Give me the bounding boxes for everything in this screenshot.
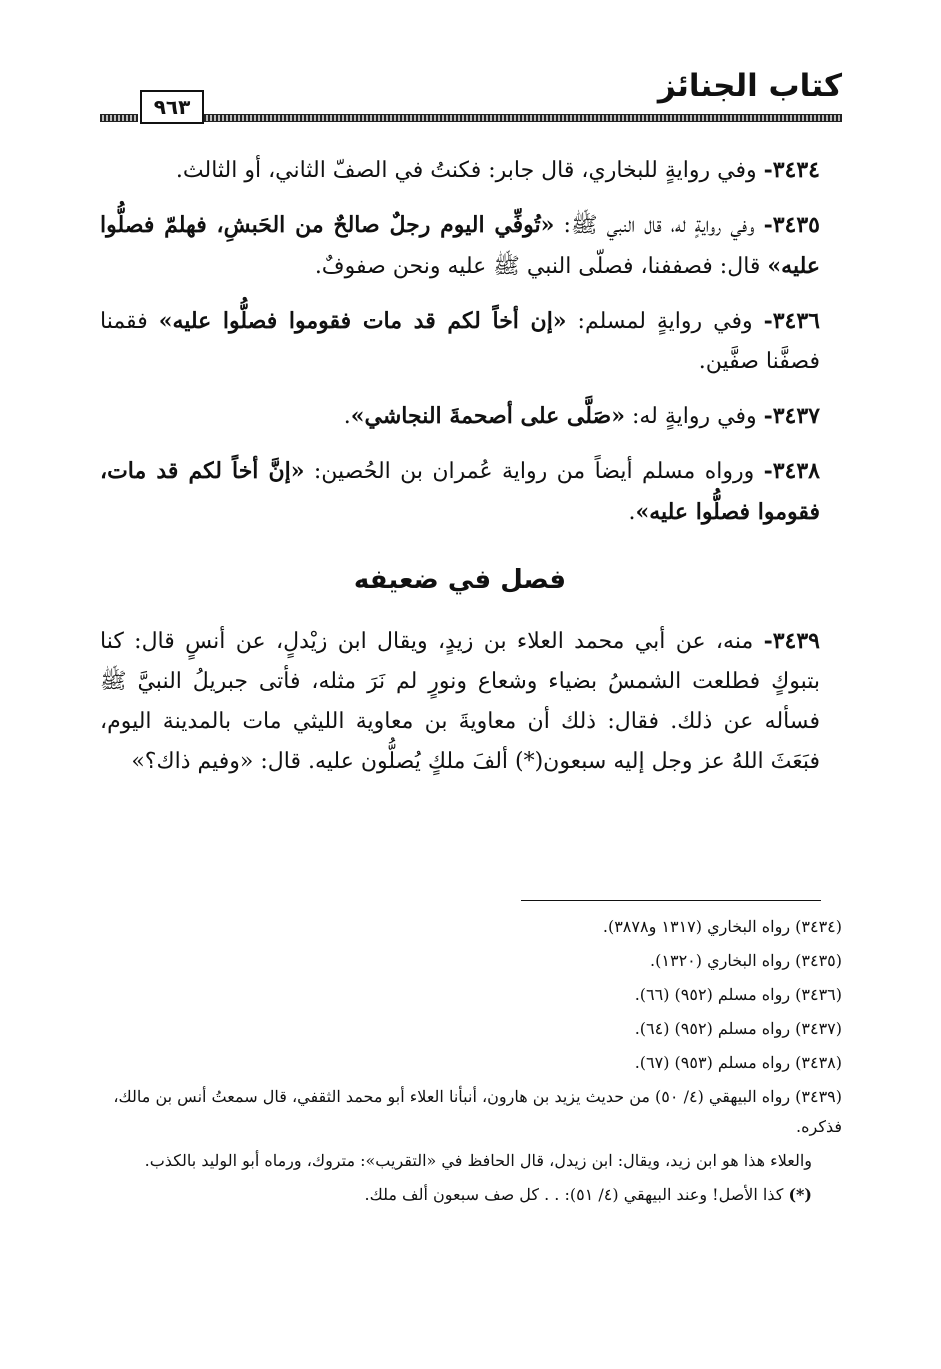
hadith-3436 (100, 301, 820, 382)
footnote-3437: (٣٤٣٧) رواه مسلم (٩٥٢) (٦٤). (634, 1019, 842, 1038)
hadith-number: ٣٤٣٩- (763, 628, 820, 654)
section-heading: فصل في ضعيفه (353, 565, 567, 595)
footnote-3436: (٣٤٣٦) رواه مسلم (٩٥٢) (٦٦). (634, 985, 842, 1004)
footnote-3434: (٣٤٣٤) رواه البخاري (١٣١٧ و٣٨٧٨). (602, 917, 842, 936)
hadith-quote: «إن أخاً لكم قد مات فقوموا فصلُّوا عليه» (158, 308, 567, 334)
footnote-3438: (٣٤٣٨) رواه مسلم (٩٥٣) (٦٧). (634, 1053, 842, 1072)
hadith-quote: «صَلَّى على أصحمةَ النجاشي» (350, 403, 625, 429)
hadith-text: منه، عن أبي محمد العلاء بن زيدٍ، ويقال ابن زيْدلٍ، عن أنسٍ قال: كنا بتبوكٍ فطلعت الشمسُ بضياء وشعاع ونورٍ لم نَرَ مثله، فأتى جبريلُ النبيَّ ﷺ فسأله عن ذلك. فقال: ذلك أن معاويةَ بن معاوية الليثي مات بالمدينة اليوم، فبَعَثَ اللهُ عز وجل إليه سبعون(*) ألفَ ملكٍ يُصلُّون عليه. قال: «وفيم ذاك؟» (100, 629, 820, 774)
hadith-quote: «إنَّ أخاً لكم قد مات، فقوموا فصلُّوا عليه» (100, 458, 820, 525)
hadith-quote: «تُوفِّي اليوم رجلٌ صالحٌ من الحَبشِ، فهلمّ فصلُّوا عليه» (100, 212, 820, 279)
hadith-3437 (100, 396, 820, 437)
hadith-lead: وفي روايةٍ له: (624, 404, 764, 429)
footnote-star (100, 1180, 842, 1210)
hadith-tail: فقمنا فصفَّنا صفَّين. (100, 309, 820, 374)
footnote-divider (521, 900, 821, 901)
hadith-lead: وفي روايةٍ له، قال النبي ﷺ: (554, 213, 764, 238)
header-rule (100, 114, 842, 122)
footnotes (100, 912, 842, 1214)
footnote-note: والعلاء هذا هو ابن زيد، ويقال: ابن زيدل، قال الحافظ في «التقريب»: متروك، ورماه أبو الوليد بالكذب. (144, 1151, 812, 1170)
hadith-3438 (100, 451, 820, 533)
main-text (100, 150, 820, 796)
hadith-number: ٣٤٣٤- (763, 157, 820, 183)
hadith-3435 (100, 205, 820, 287)
hadith-number: ٣٤٣٨- (763, 458, 820, 484)
chapter-title: كتاب الجنائز (657, 68, 842, 104)
hadith-tail: قال: فصففنا، فصلّى النبي ﷺ عليه ونحن صفوفٌ. (314, 254, 768, 279)
hadith-number: ٣٤٣٥- (763, 212, 820, 238)
hadith-number: ٣٤٣٦- (763, 308, 820, 334)
hadith-3434 (100, 150, 820, 191)
hadith-tail: . (628, 500, 636, 525)
hadith-text: وفي روايةٍ للبخاري، قال جابر: فكنتُ في الصفّ الثاني، أو الثالث. (175, 158, 764, 183)
hadith-lead: وفي روايةٍ لمسلم: (566, 309, 764, 334)
footnote-star-mark: (*) (788, 1185, 812, 1204)
page-number: ٩٦٣ (140, 90, 204, 124)
footnote-3435: (٣٤٣٥) رواه البخاري (١٣٢٠). (650, 951, 842, 970)
hadith-number: ٣٤٣٧- (763, 403, 820, 429)
footnote-3439: (٣٤٣٩) رواه البيهقي (٤/ ٥٠) من حديث يزيد بن هارون، أنبأنا العلاء أبو محمد الثقفي، قال سمعتُ أنس بن مالك، فذكره. (113, 1087, 842, 1136)
hadith-lead: ورواه مسلم أيضاً من رواية عُمران بن الحُصين: (304, 459, 764, 484)
hadith-tail: . (343, 404, 351, 429)
footnote-star-text: كذا الأصل! وعند البيهقي (٤/ ٥١): . . كل صف سبعون ألف ملك. (364, 1185, 789, 1204)
hadith-3439 (100, 621, 820, 782)
running-header (100, 68, 842, 124)
